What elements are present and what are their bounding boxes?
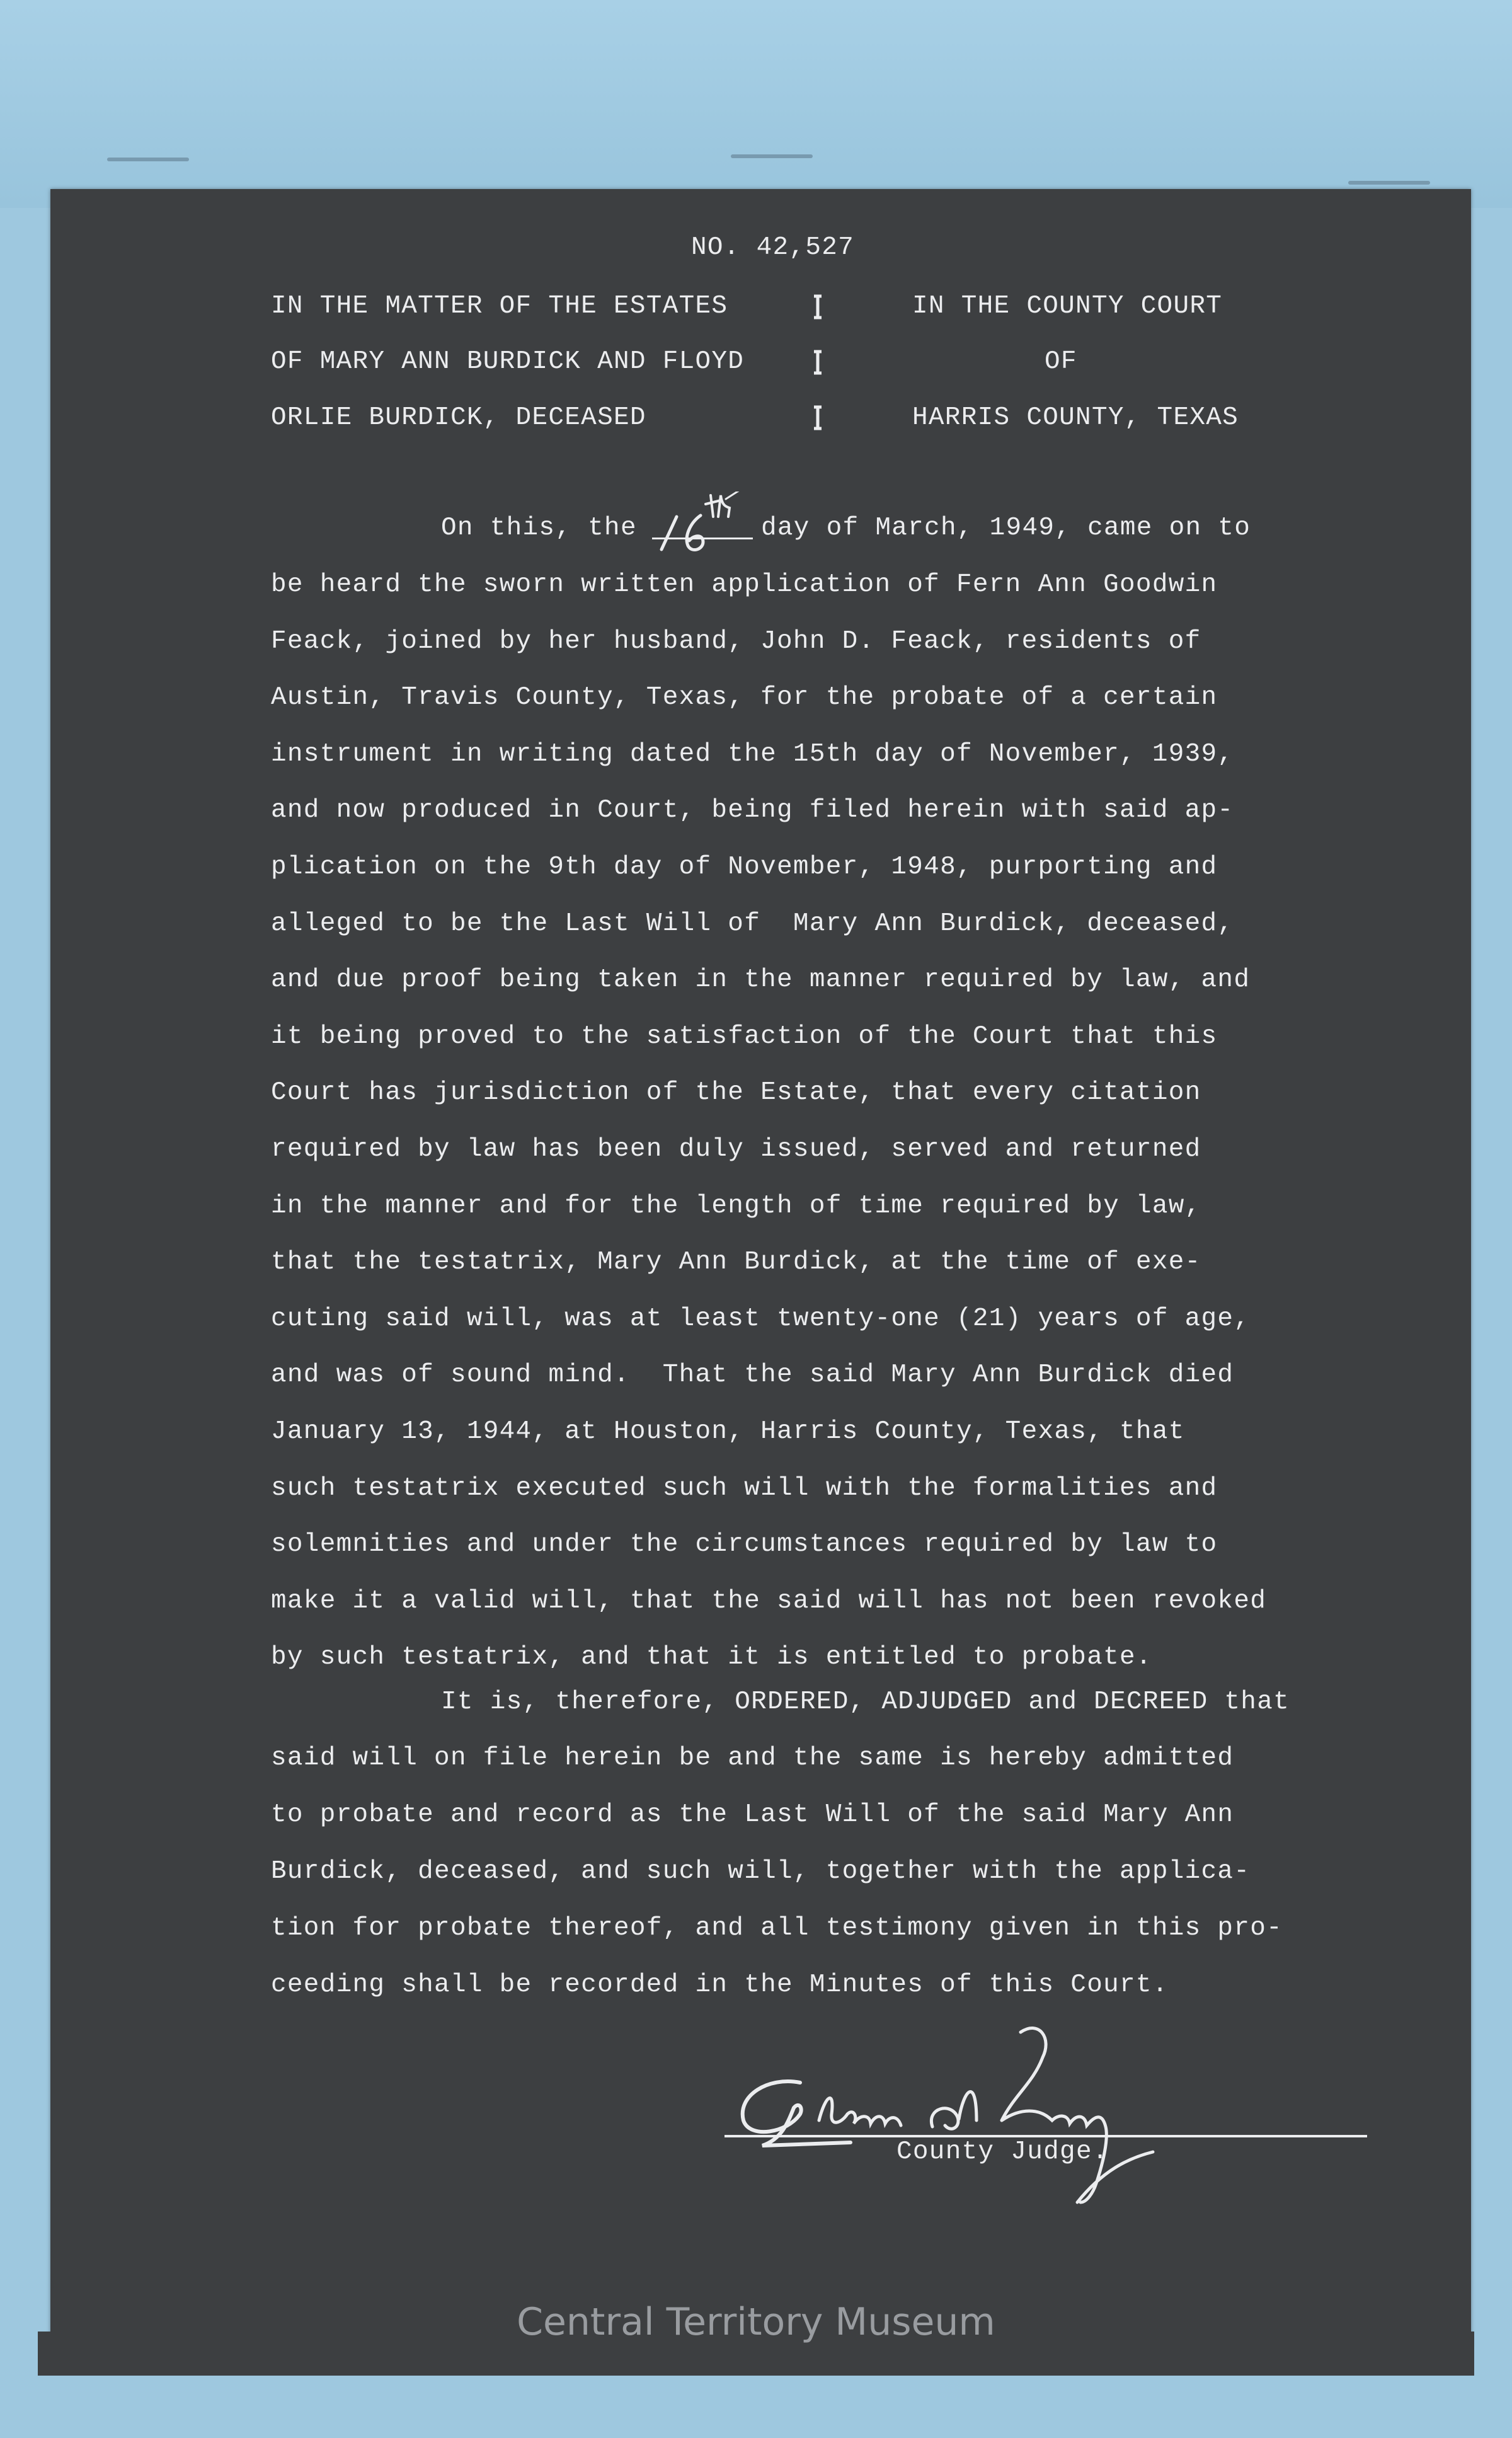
body-line: make it a valid will, that the said will has not been revoked [271, 1586, 1267, 1616]
folder-background [0, 0, 1512, 208]
staple-mark-right [1348, 181, 1430, 185]
caption-separator-3 [811, 402, 824, 434]
body-line: required by law has been duly issued, served and returned [271, 1135, 1201, 1164]
opening-text-after-date: day of March, 1949, came on to [761, 514, 1251, 543]
order-line: ceeding shall be recorded in the Minutes of this Court. [271, 1970, 1169, 1999]
handwritten-date-16th [655, 492, 743, 561]
order-line: Burdick, deceased, and such will, together with the applica- [271, 1857, 1251, 1886]
body-line: cuting said will, was at least twenty-one (21) years of age, [271, 1304, 1251, 1333]
order-line: to probate and record as the Last Will of the said Mary Ann [271, 1800, 1234, 1829]
body-line: and now produced in Court, being filed herein with said ap- [271, 796, 1234, 825]
signature-title: County Judge. [896, 2137, 1109, 2166]
caption-right-line-1: IN THE COUNTY COURT [912, 292, 1223, 321]
body-line: and due proof being taken in the manner required by law, and [271, 965, 1251, 995]
body-line: by such testatrix, and that it is entitled to probate. [271, 1643, 1152, 1672]
caption-left-line-1: IN THE MATTER OF THE ESTATES [271, 292, 728, 321]
body-line: be heard the sworn written application of Fern Ann Goodwin [271, 570, 1218, 599]
date-underline [652, 538, 753, 539]
museum-watermark: Central Territory Museum [517, 2300, 995, 2344]
caption-right-line-3: HARRIS COUNTY, TEXAS [912, 403, 1239, 432]
body-line: it being proved to the satisfaction of the Court that this [271, 1021, 1218, 1051]
caption-left-line-2: OF MARY ANN BURDICK AND FLOYD [271, 347, 745, 376]
caption-right-line-2: OF [1045, 347, 1077, 376]
body-line: Austin, Travis County, Texas, for the probate of a certain [271, 683, 1218, 713]
opening-text-before-date: On this, the [441, 514, 637, 543]
case-number: NO. 42,527 [691, 233, 855, 262]
staple-mark-left [107, 158, 189, 161]
body-line: Court has jurisdiction of the Estate, that every citation [271, 1078, 1201, 1108]
caption-separator-2 [811, 347, 824, 378]
staple-mark-center [731, 154, 813, 158]
caption-left-line-3: ORLIE BURDICK, DECEASED [271, 403, 646, 432]
judge-signature [724, 2013, 1203, 2228]
caption-separator-1 [811, 291, 824, 323]
body-line: in the manner and for the length of time required by law, [271, 1191, 1201, 1221]
body-line: January 13, 1944, at Houston, Harris County, Texas, that [271, 1417, 1185, 1446]
order-line: tion for probate thereof, and all testimony given in this pro- [271, 1914, 1283, 1943]
order-first-line: It is, therefore, ORDERED, ADJUDGED and DECREED that [441, 1688, 1290, 1716]
body-line: plication on the 9th day of November, 1948, purporting and [271, 853, 1218, 882]
order-line: said will on file herein be and the same is hereby admitted [271, 1744, 1234, 1773]
body-line: alleged to be the Last Will of Mary Ann Burdick, deceased, [271, 909, 1234, 938]
body-line: solemnities and under the circumstances required by law to [271, 1530, 1218, 1560]
body-line: and was of sound mind. That the said Mary Ann Burdick died [271, 1360, 1234, 1390]
body-line: instrument in writing dated the 15th day of November, 1939, [271, 739, 1234, 769]
body-line: Feack, joined by her husband, John D. Feack, residents of [271, 626, 1201, 656]
body-line: such testatrix executed such will with the formalities and [271, 1473, 1218, 1503]
body-line: that the testatrix, Mary Ann Burdick, at the time of exe- [271, 1248, 1201, 1277]
